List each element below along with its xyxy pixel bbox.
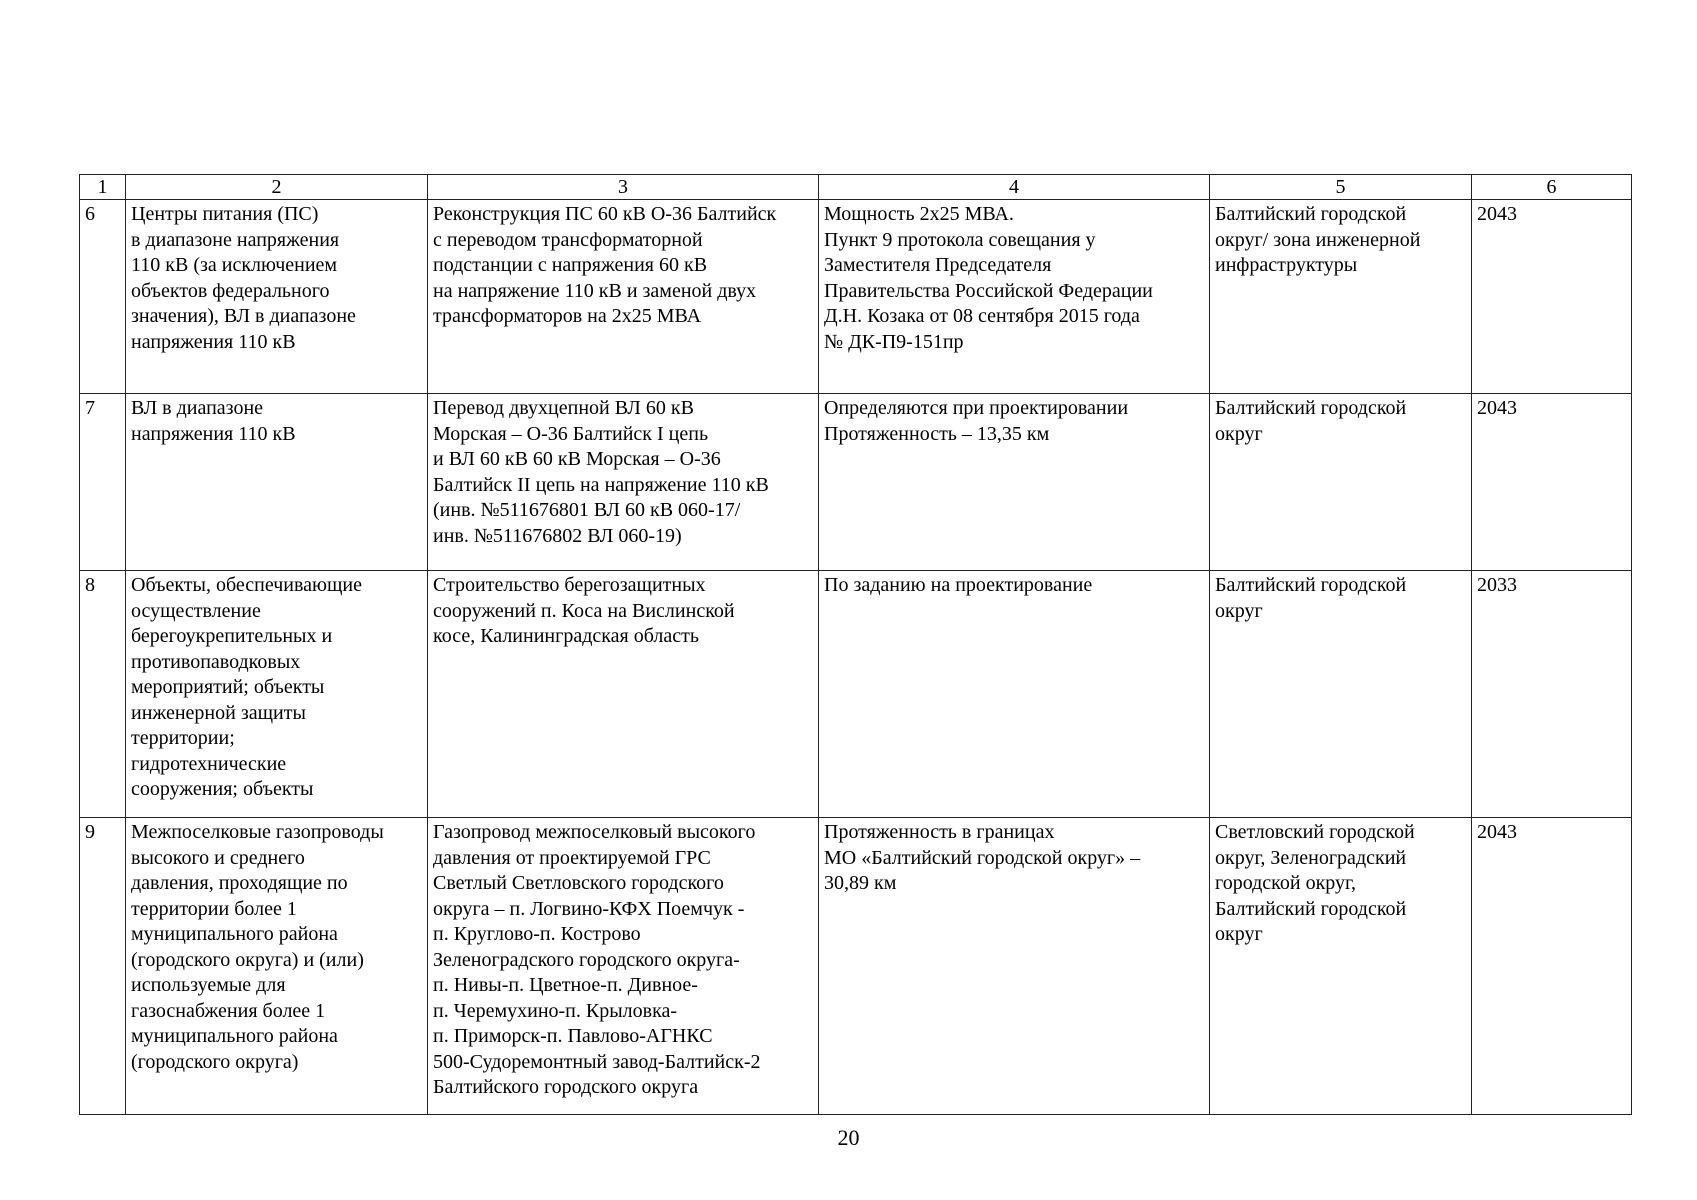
object-location: Балтийский городской округ [1210, 571, 1472, 818]
object-characteristics: Протяженность в границах МО «Балтийский городской округ» – 30,89 км [819, 818, 1210, 1115]
column-number-1: 1 [80, 175, 126, 200]
objects-table [79, 174, 1632, 1115]
object-year: 2033 [1472, 571, 1632, 818]
column-number-6: 6 [1472, 175, 1632, 200]
object-year: 2043 [1472, 200, 1632, 394]
row-number: 7 [80, 394, 126, 571]
table-row [80, 200, 1632, 394]
row-number: 9 [80, 818, 126, 1115]
column-number-row [80, 175, 1632, 200]
object-characteristics: По заданию на проектирование [819, 571, 1210, 818]
column-number-3: 3 [428, 175, 819, 200]
table-row [80, 818, 1632, 1115]
object-location: Светловский городской округ, Зеленоградский городской округ, Балтийский городской округ [1210, 818, 1472, 1115]
object-type: Межпоселковые газопроводы высокого и среднего давления, проходящие по территории более 1 муниципального района (городского округа) и (или) используемые для газоснабжения более 1 муниципального района (городского округа) [126, 818, 428, 1115]
object-name: Реконструкция ПС 60 кВ О-36 Балтийск с переводом трансформаторной подстанции с напряжения 60 кВ на напряжение 110 кВ и заменой двух трансформаторов на 2х25 МВА [428, 200, 819, 394]
object-year: 2043 [1472, 818, 1632, 1115]
object-characteristics: Определяются при проектировании Протяженность – 13,35 км [819, 394, 1210, 571]
column-number-5: 5 [1210, 175, 1472, 200]
table-row [80, 571, 1632, 818]
object-location: Балтийский городской округ/ зона инженерной инфраструктуры [1210, 200, 1472, 394]
object-name: Газопровод межпоселковый высокого давления от проектируемой ГРС Светлый Светловского городского округа – п. Логвино-КФХ Поемчук - п. Круглово-п. Кострово Зеленоградского городского округа- п. Нивы-п. Цветное-п. Дивное- п. Черемухино-п. Крыловка- п. Приморск-п. Павлово-АГНКС 500-Судоремонтный завод-Балтийск-2 Балтийского городского округа [428, 818, 819, 1115]
object-type: Объекты, обеспечивающие осуществление берегоукрепительных и противопаводковых мероприятий; объекты инженерной защиты территории; гидротехнические сооружения; объекты [126, 571, 428, 818]
column-number-4: 4 [819, 175, 1210, 200]
column-number-2: 2 [126, 175, 428, 200]
object-name: Перевод двухцепной ВЛ 60 кВ Морская – О-36 Балтийск I цепь и ВЛ 60 кВ 60 кВ Морская – О-36 Балтийск II цепь на напряжение 110 кВ (инв. №511676801 ВЛ 60 кВ 060-17/ инв. №511676802 ВЛ 060-19) [428, 394, 819, 571]
object-name: Строительство берегозащитных сооружений п. Коса на Вислинской косе, Калининградская область [428, 571, 819, 818]
table-row [80, 394, 1632, 571]
page-number: 20 [837, 1125, 860, 1150]
object-characteristics: Мощность 2х25 МВА. Пункт 9 протокола совещания у Заместителя Председателя Правительства Российской Федерации Д.Н. Козака от 08 сентября 2015 года № ДК-П9-151пр [819, 200, 1210, 394]
row-number: 8 [80, 571, 126, 818]
object-type: Центры питания (ПС) в диапазоне напряжения 110 кВ (за исключением объектов федерального значения), ВЛ в диапазоне напряжения 110 кВ [126, 200, 428, 394]
object-location: Балтийский городской округ [1210, 394, 1472, 571]
object-year: 2043 [1472, 394, 1632, 571]
object-type: ВЛ в диапазоне напряжения 110 кВ [126, 394, 428, 571]
row-number: 6 [80, 200, 126, 394]
